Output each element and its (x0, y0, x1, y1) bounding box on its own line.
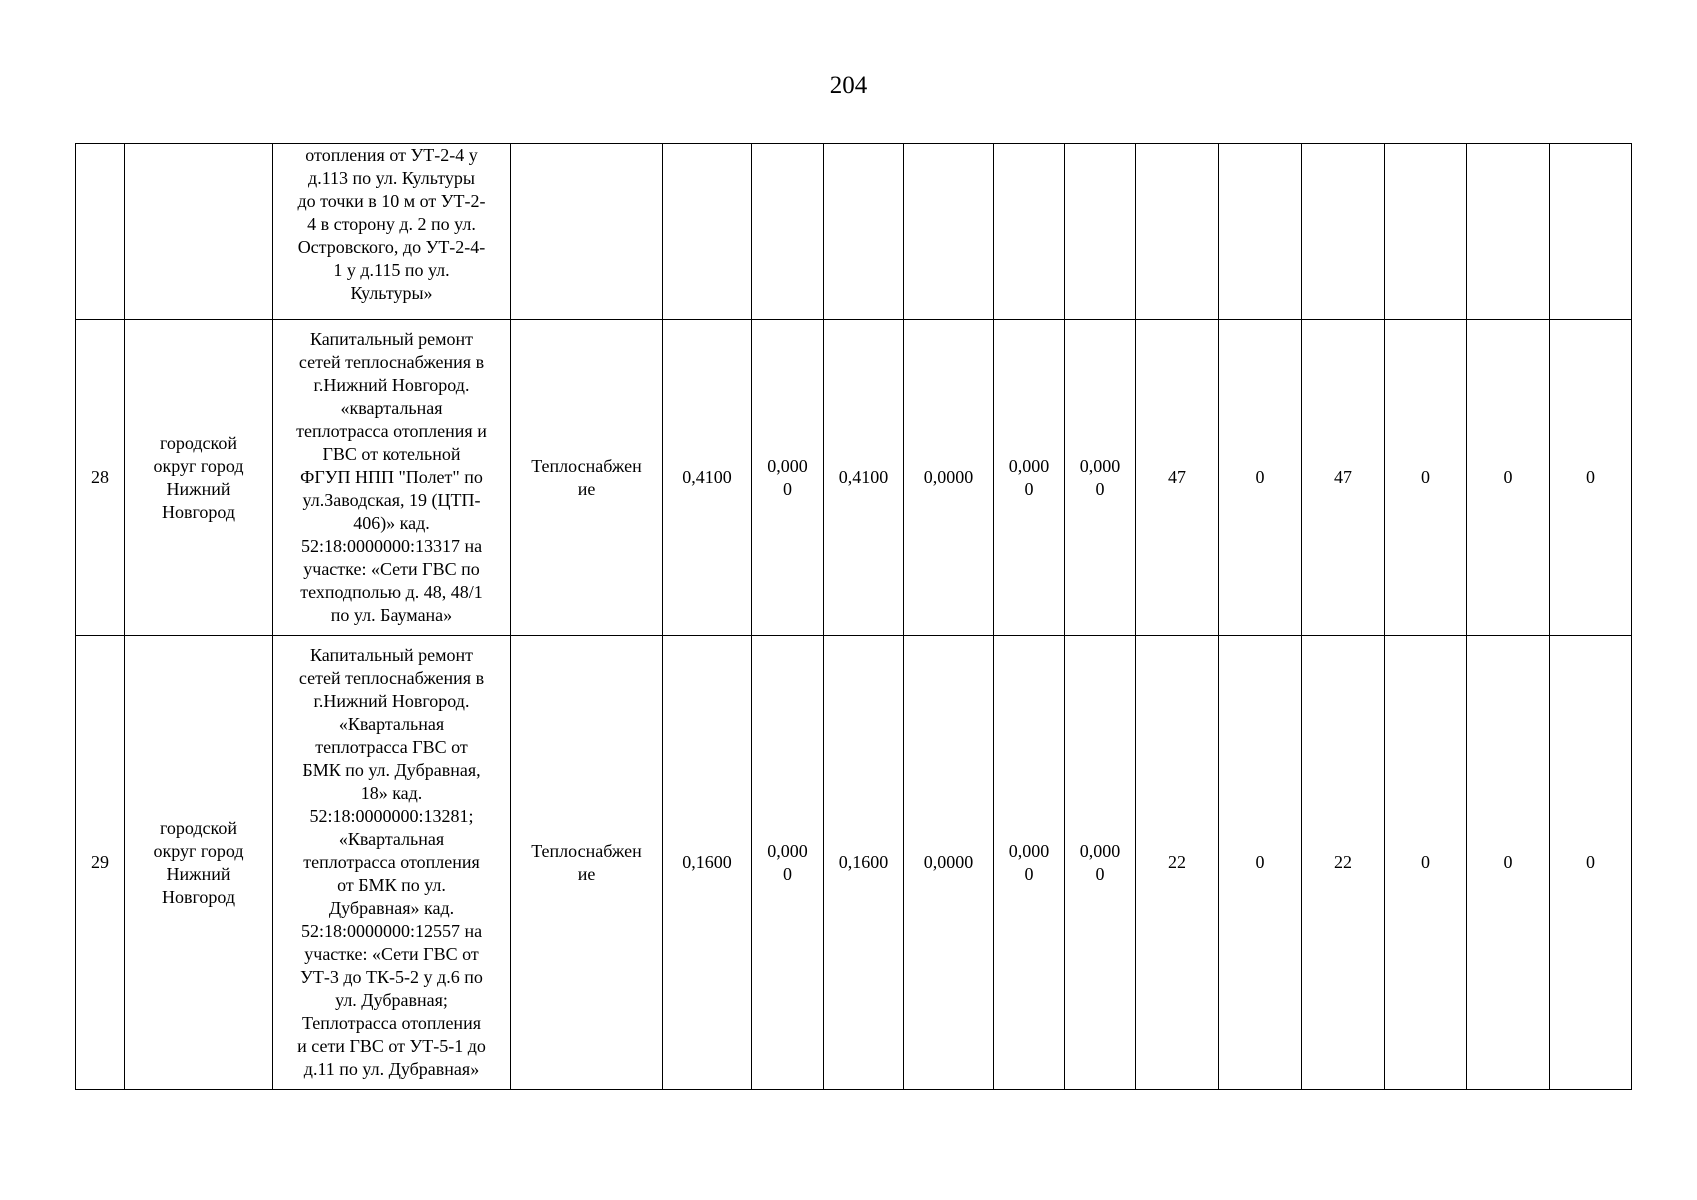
municipality-cell: городской округ город Нижний Новгород (125, 320, 273, 636)
value-cell: 0,000 0 (994, 320, 1065, 636)
value-cell: 0,0000 (904, 636, 994, 1090)
value-cell: 0,000 0 (752, 320, 824, 636)
value-cell: 0 (1219, 320, 1302, 636)
value-cell: 0,4100 (663, 320, 752, 636)
value-cell: 22 (1302, 636, 1385, 1090)
value-cell (904, 144, 994, 320)
value-cell (1467, 144, 1550, 320)
value-cell: 0 (1467, 320, 1550, 636)
value-cell: 0 (1385, 636, 1467, 1090)
value-cell: 0,0000 (904, 320, 994, 636)
value-cell: 0 (1467, 636, 1550, 1090)
value-cell (1065, 144, 1136, 320)
value-cell: 0,000 0 (1065, 636, 1136, 1090)
description-cell: Капитальный ремонт сетей теплоснабжения в г.Нижний Новгород. «квартальная теплотрасса отопления и ГВС от котельной ФГУП НПП "Полет" по ул.Заводская, 19 (ЦТП- 406)» кад. 52:18:0000000:13317 на участке: «Сети ГВС по техподполью д. 48, 48/1 по ул. Баумана» (273, 320, 511, 636)
value-cell (752, 144, 824, 320)
table-row (76, 636, 1632, 1090)
value-cell: 47 (1302, 320, 1385, 636)
value-cell (1385, 144, 1467, 320)
value-cell: 0 (1550, 320, 1632, 636)
value-cell: 0 (1219, 636, 1302, 1090)
works-table (75, 143, 1632, 1090)
value-cell: 47 (1136, 320, 1219, 636)
value-cell (1136, 144, 1219, 320)
table-row (76, 320, 1632, 636)
value-cell: 0,1600 (824, 636, 904, 1090)
value-cell (1302, 144, 1385, 320)
description-cell: Капитальный ремонт сетей теплоснабжения в г.Нижний Новгород. «Квартальная теплотрасса ГВС от БМК по ул. Дубравная, 18» кад. 52:18:0000000:13281; «Квартальная теплотрасса отопления от БМК по ул. Дубравная» кад. 52:18:0000000:12557 на участке: «Сети ГВС от УТ-3 до ТК-5-2 у д.6 по ул. Дубравная; Теплотрасса отопления и сети ГВС от УТ-5-1 до д.11 по ул. Дубравная» (273, 636, 511, 1090)
type-cell: Теплоснабжен ие (511, 636, 663, 1090)
type-cell (511, 144, 663, 320)
municipality-cell (125, 144, 273, 320)
value-cell: 0,1600 (663, 636, 752, 1090)
value-cell: 0 (1385, 320, 1467, 636)
type-cell: Теплоснабжен ие (511, 320, 663, 636)
value-cell: 0,000 0 (1065, 320, 1136, 636)
value-cell: 0,000 0 (994, 636, 1065, 1090)
value-cell (994, 144, 1065, 320)
table-row (76, 144, 1632, 320)
municipality-cell: городской округ город Нижний Новгород (125, 636, 273, 1090)
row-number: 29 (76, 636, 125, 1090)
page-number: 204 (829, 72, 868, 99)
row-number (76, 144, 125, 320)
value-cell (1550, 144, 1632, 320)
value-cell: 0 (1550, 636, 1632, 1090)
value-cell (1219, 144, 1302, 320)
value-cell: 22 (1136, 636, 1219, 1090)
value-cell (824, 144, 904, 320)
row-number: 28 (76, 320, 125, 636)
value-cell: 0,000 0 (752, 636, 824, 1090)
description-cell: отопления от УТ-2-4 у д.113 по ул. Культуры до точки в 10 м от УТ-2- 4 в сторону д. 2 по ул. Островского, до УТ-2-4- 1 у д.115 по ул. Культуры» (273, 144, 511, 320)
value-cell: 0,4100 (824, 320, 904, 636)
value-cell (663, 144, 752, 320)
